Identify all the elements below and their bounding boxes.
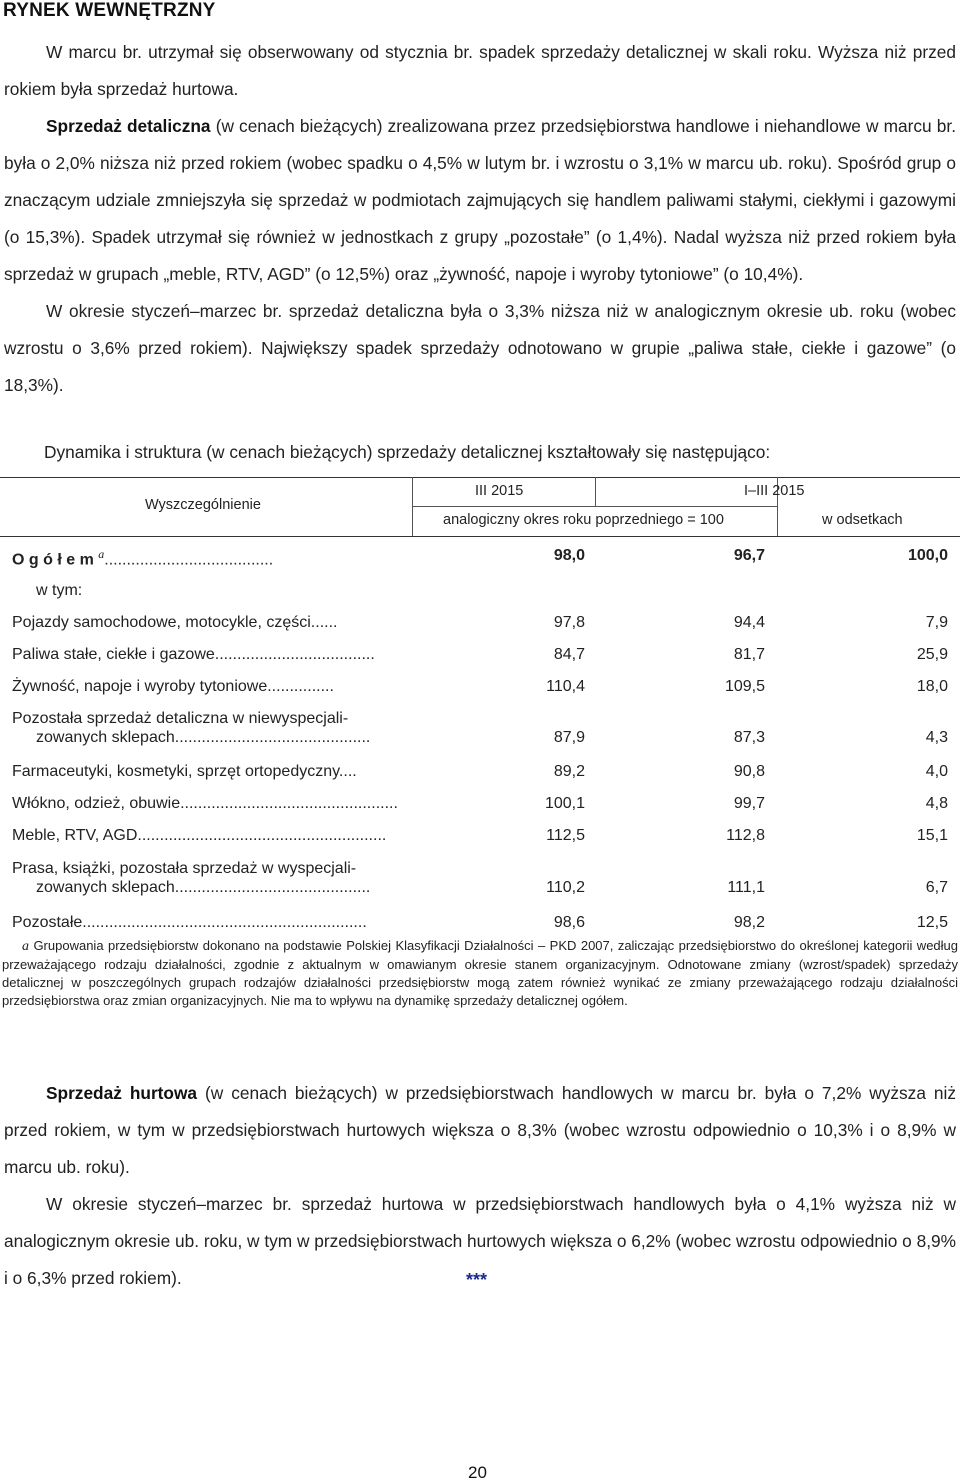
row-label-cont: zowanych sklepach............................................ [36,729,371,746]
value-col-b: 90,8 [733,763,765,780]
table-header-divider [412,506,777,507]
value-col-c: 25,9 [916,646,948,663]
page-number: 20 [468,1463,487,1482]
value-col-a: 98,0 [553,547,585,564]
intro-text [4,34,956,404]
intro-paragraph-2-text: (w cenach bieżących) zrealizowana przez przedsiębiorstwa handlowe i niehandlowe w marcu br. była o 2,0% niższa niż przed rokiem (wobec spadku o 4,5% w lutym br. i wzrostu o 3,1% w marcu ub. roku). Spośród grup o znaczącym udziale zmniejszyła się sprzedaż w podmiotach zajmujących się handlem paliwami stałymi, ciekłymi i gazowymi (o 15,3%). Spadek utrzymał się również w jednostkach z grupy „pozostałe” (o 1,4%). Nadal wyższa niż przed rokiem była sprzedaż w grupach „meble, RTV, AGD” (o 12,5%) oraz „żywność, napoje i wyroby tytoniowe” (o 10,4%). [4,116,956,284]
subheader-index: analogiczny okres roku poprzedniego = 100 [443,512,724,528]
section-title: RYNEK WEWNĘTRZNY [3,0,216,21]
table-vline-2 [595,477,596,506]
header-label: Wyszczególnienie [145,497,261,513]
value-col-b: 81,7 [733,646,765,663]
section-separator: *** [466,1270,488,1290]
value-col-a: 112,5 [546,827,585,844]
value-col-c: 18,0 [916,678,948,695]
row-label-cont: zowanych sklepach............................................ [36,879,371,896]
intro-paragraph-3: W okresie styczeń–marzec br. sprzedaż detaliczna była o 3,3% niższa niż w analogicznym okresie ub. roku (wobec wzrostu o 3,6% przed rokiem). Największy spadek sprzedaży odnotowano w grupie „paliwa stałe, ciekłe i gazowe” (o 18,3%). [4,301,956,395]
row-label: Pojazdy samochodowe, motocykle, części...... [12,614,338,631]
value-col-c: 12,5 [916,914,948,931]
value-col-b: 96,7 [733,547,765,564]
value-col-b: 98,2 [733,914,765,931]
value-col-c: 7,9 [925,614,948,631]
header-col-a: III 2015 [475,483,524,499]
wholesale-heading: Sprzedaż hurtowa [46,1083,198,1103]
table-top-rule [0,477,960,478]
wholesale-paragraph-1 [4,1075,956,1186]
wholesale-text [4,1075,956,1297]
row-label: O g ó ł e m $^a$...................................... [12,547,274,569]
value-col-b: 111,1 [727,879,765,896]
value-col-c: 6,7 [925,879,948,896]
row-label: Paliwa stałe, ciekłe i gazowe.................................... [12,646,375,663]
table-header-rule [0,536,960,537]
row-label: Farmaceutyki, kosmetyki, sprzęt ortopedyczny.... [12,763,357,780]
intro-paragraph-2 [4,108,956,293]
row-label: Meble, RTV, AGD........................................................ [12,827,387,844]
row-label: Prasa, książki, pozostała sprzedaż w wyspecjali- [12,860,357,877]
wholesale-paragraph-1-text: (w cenach bieżących) w przedsiębiorstwach handlowych w marcu br. była o 7,2% wyższa niż przed rokiem, w tym w przedsiębiorstwach hurtowych większa o 8,3% (wobec wzrostu odpowiednio o 10,3% i o 8,9% w marcu ub. roku). [4,1083,956,1177]
intro-paragraph-1: W marcu br. utrzymał się obserwowany od stycznia br. spadek sprzedaży detalicznej w skali roku. Wyższa niż przed rokiem była sprzedaż hurtowa. [4,42,956,99]
value-col-b: 109,5 [724,678,765,695]
header-col-b: I–III 2015 [744,483,805,499]
value-col-a: 110,2 [546,879,585,896]
subheader-percent: w odsetkach [822,512,903,528]
retail-sales-heading: Sprzedaż detaliczna [46,116,211,136]
table-footnote [2,937,958,1010]
value-col-a: 84,7 [553,646,585,663]
value-col-c: 4,0 [925,763,948,780]
value-col-a: 110,4 [546,678,585,695]
value-col-a: 97,8 [553,614,585,631]
wholesale-paragraph-2: W okresie styczeń–marzec br. sprzedaż hurtowa w przedsiębiorstwach handlowych była o 4,1% wyższa niż w analogicznym okresie ub. roku, w tym w przedsiębiorstwach hurtowych większa o 6,2% (wobec wzrostu odpowiednio o 8,9% i o 6,3% przed rokiem). [4,1194,956,1288]
value-col-a: 100,1 [544,795,585,812]
row-label: Pozostała sprzedaż detaliczna w niewyspecjali- [12,710,349,727]
value-col-a: 98,6 [553,914,585,931]
value-col-c: 15,1 [916,827,948,844]
value-col-b: 112,8 [726,827,765,844]
footnote-text: Grupowania przedsiębiorstw dokonano na podstawie Polskiej Klasyfikacji Działalności – PKD 2007, zaliczając przedsiębiorstwo do określonej kategorii według przeważającego rodzaju działalności, zgodnie z aktualnym w omawianym okresie stanem organizacyjnym. Odnotowane zmiany (wzrost/spadek) sprzedaży detalicznej w poszczególnych grupach rodzajów działalności przedsiębiorstw mogą zatem również wynikać ze zmiany przeważającego rodzaju działalności przedsiębiorstwa oraz zmian organizacyjnych. Nie ma to wpływu na dynamikę sprzedaży detalicznej ogółem. [2,938,958,1008]
row-label: Włókno, odzież, obuwie................................................. [12,795,398,812]
row-label: Pozostałe................................................................ [12,914,367,931]
row-label: Żywność, napoje i wyroby tytoniowe............... [12,678,334,695]
value-col-a: 89,2 [553,763,585,780]
value-col-c: 4,3 [925,729,948,746]
value-col-b: 87,3 [733,729,765,746]
value-col-b: 99,7 [733,795,765,812]
value-col-c: 100,0 [907,547,948,564]
value-col-c: 4,8 [925,795,948,812]
value-col-a: 87,9 [553,729,585,746]
table-intro: Dynamika i struktura (w cenach bieżących) sprzedaży detalicznej kształtowały się następująco: [44,442,771,462]
footnote-mark: a [22,939,29,954]
value-col-b: 94,4 [733,614,765,631]
